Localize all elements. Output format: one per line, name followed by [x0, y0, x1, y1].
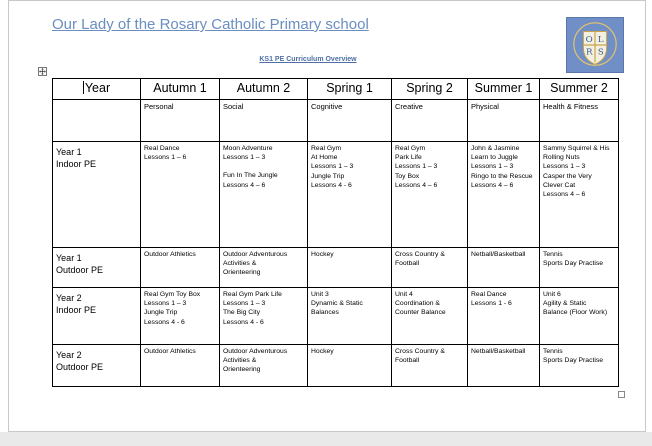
cell-line: Learn to Juggle	[471, 154, 518, 162]
cell-line: Outdoor Athletics	[144, 251, 196, 258]
row-label-line: Year 2	[56, 293, 82, 303]
cell-line: Real Dance	[471, 291, 507, 298]
cell-line: John & Jasmine	[471, 145, 520, 152]
cell-line: Unit 4	[395, 291, 413, 298]
cell-spring-1[interactable]	[308, 288, 392, 345]
row-label-cell[interactable]	[53, 142, 141, 248]
cell-line: Park Life	[395, 154, 422, 162]
cell-spring-1[interactable]	[308, 142, 392, 248]
text-cursor	[83, 81, 84, 94]
cell-autumn-2[interactable]	[220, 288, 308, 345]
cell-line: The Big City	[223, 309, 261, 317]
cell-summer-2[interactable]	[540, 142, 619, 248]
cell-line: Lessons 4 - 6	[311, 181, 352, 189]
cell-autumn-1[interactable]	[141, 142, 220, 248]
crest-letter-o: O	[585, 35, 593, 46]
cell-summer-1[interactable]	[468, 142, 540, 248]
cell-line: Lessons 1 – 3	[395, 163, 438, 171]
cell-line: Real Gym Toy Box	[144, 291, 201, 298]
cell-line: Lessons 4 - 6	[223, 318, 264, 326]
row-label-cell[interactable]	[53, 248, 141, 288]
column-header-autumn-2[interactable]: Autumn 2	[220, 79, 308, 100]
cell-summer-2[interactable]	[540, 288, 619, 345]
cell-line: Balances	[311, 309, 339, 317]
cell-line: Sports Day Practise	[543, 260, 604, 268]
cell-line: Cross Country &	[395, 348, 445, 355]
cell-spring-1[interactable]	[308, 345, 392, 387]
cell-line: Real Dance	[144, 145, 180, 152]
row-label-line: Outdoor PE	[56, 265, 104, 275]
cell-line: Toy Box	[395, 172, 420, 180]
row-label-line: Indoor PE	[56, 305, 97, 315]
column-header-autumn-1[interactable]: Autumn 1	[141, 79, 220, 100]
cell-line: Jungle Trip	[311, 172, 345, 180]
cell-line: Lessons 1 – 6	[144, 154, 187, 162]
table-header-row	[53, 79, 619, 100]
cell-autumn-2[interactable]	[220, 345, 308, 387]
cell-line: Fun In The Jungle	[223, 172, 278, 180]
cell-spring-2[interactable]	[392, 248, 468, 288]
focus-row	[53, 100, 619, 142]
cell-line: Lessons 1 – 3	[471, 163, 514, 171]
cell-line: Football	[395, 357, 420, 365]
cell-line: Hockey	[311, 348, 334, 355]
row-label-line: Outdoor PE	[56, 362, 104, 372]
cell-line: Lessons 4 – 6	[223, 181, 266, 189]
cell-autumn-1[interactable]	[141, 288, 220, 345]
cell-line: Lessons 4 – 6	[395, 181, 438, 189]
crest-letter-r: R	[585, 47, 593, 58]
row-label-line: Year 1	[56, 147, 82, 157]
cell-line: At Home	[311, 154, 338, 162]
column-header-year[interactable]: Year	[53, 79, 141, 100]
focus-social[interactable]: Social	[220, 100, 308, 142]
row-label-line: Year 1	[56, 253, 82, 263]
cell-spring-2[interactable]	[392, 288, 468, 345]
cell-line: Lessons 1 – 3	[311, 163, 354, 171]
column-header-spring-2[interactable]: Spring 2	[392, 79, 468, 100]
workspace-background	[0, 432, 652, 446]
table-resize-handle[interactable]	[618, 391, 625, 398]
cell-line: Netball/Basketball	[471, 348, 526, 355]
cell-line: Outdoor Athletics	[144, 348, 196, 355]
focus-cognitive[interactable]: Cognitive	[308, 100, 392, 142]
cell-summer-2[interactable]	[540, 345, 619, 387]
focus-personal[interactable]: Personal	[141, 100, 220, 142]
curriculum-table	[52, 78, 619, 387]
cell-line: Jungle Trip	[144, 309, 178, 317]
cell-autumn-1[interactable]	[141, 345, 220, 387]
cell-summer-2[interactable]	[540, 248, 619, 288]
cell-blank-line	[223, 162, 304, 171]
crest-letter-l: L	[597, 35, 604, 46]
cell-line: Lessons 4 – 6	[471, 181, 514, 189]
cell-line: Sports Day Practise	[543, 357, 604, 365]
column-header-spring-1[interactable]: Spring 1	[308, 79, 392, 100]
cell-line: Agility & Static	[543, 300, 587, 308]
cell-line: Unit 6	[543, 291, 561, 298]
column-header-summer-1[interactable]: Summer 1	[468, 79, 540, 100]
cell-autumn-2[interactable]	[220, 142, 308, 248]
cell-line: Balance (Floor Work)	[543, 309, 608, 317]
cell-line: Orienteering	[223, 366, 261, 374]
focus-creative[interactable]: Creative	[392, 100, 468, 142]
cell-line: Outdoor Adventurous	[223, 251, 288, 258]
cell-line: Real Gym	[395, 145, 426, 152]
cell-line: Tennis	[543, 251, 563, 258]
cell-line: Hockey	[311, 251, 334, 258]
focus-physical[interactable]: Physical	[468, 100, 540, 142]
cell-line: Lessons 1 – 3	[223, 154, 266, 162]
cell-line: Real Gym	[311, 145, 342, 152]
focus-health-fitness[interactable]: Health & Fitness	[540, 100, 619, 142]
school-name-heading: Our Lady of the Rosary Catholic Primary school	[52, 16, 369, 33]
row-label-line: Indoor PE	[56, 159, 97, 169]
cell-line: Rolling Nuts	[543, 154, 580, 162]
cell-line: Clever Cat	[543, 181, 576, 189]
document-subtitle: KS1 PE Curriculum Overview	[259, 56, 357, 63]
cell-line: Unit 3	[311, 291, 329, 298]
page-border-left	[8, 0, 9, 432]
school-crest-logo	[566, 17, 624, 73]
row-year-1-indoor	[53, 142, 619, 248]
cell-line: Football	[395, 260, 420, 268]
cell-line: Orienteering	[223, 269, 261, 277]
focus-label-cell[interactable]	[53, 100, 141, 142]
row-year-2-outdoor	[53, 345, 619, 387]
column-header-summer-2[interactable]: Summer 2	[540, 79, 619, 100]
cell-line: Sammy Squirrel & His	[543, 145, 610, 152]
cell-line: Outdoor Adventurous	[223, 348, 288, 355]
cell-line: Real Gym Park Life	[223, 291, 282, 298]
cell-line: Moon Adventure	[223, 145, 273, 152]
cell-line: Lessons 1 – 3	[223, 300, 266, 308]
cell-line: Activities &	[223, 357, 257, 365]
table-move-handle-icon[interactable]	[38, 67, 47, 76]
cell-line: Activities &	[223, 260, 257, 268]
cell-line: Counter Balance	[395, 309, 446, 317]
cell-line: Lessons 1 – 3	[144, 300, 187, 308]
row-year-1-outdoor	[53, 248, 619, 288]
cell-autumn-1[interactable]	[141, 248, 220, 288]
cell-line: Tennis	[543, 348, 563, 355]
cell-line: Cross Country &	[395, 251, 445, 258]
cell-autumn-2[interactable]	[220, 248, 308, 288]
cell-spring-1[interactable]	[308, 248, 392, 288]
cell-line: Dynamic & Static	[311, 300, 363, 308]
page-border-right	[645, 0, 646, 432]
cell-spring-2[interactable]	[392, 142, 468, 248]
page-border-top	[8, 0, 646, 1]
cell-line: Lessons 4 – 6	[543, 191, 586, 199]
cell-line: Netball/Basketball	[471, 251, 526, 258]
row-label-cell[interactable]	[53, 345, 141, 387]
cell-line: Lessons 4 - 6	[144, 318, 185, 326]
row-year-2-indoor	[53, 288, 619, 345]
cell-spring-2[interactable]	[392, 345, 468, 387]
cell-summer-1[interactable]	[468, 288, 540, 345]
cell-line: Lessons 1 – 3	[543, 163, 586, 171]
cell-summer-1[interactable]	[468, 248, 540, 288]
crest-letter-s: S	[597, 47, 604, 58]
cell-line: Casper the Very	[543, 172, 592, 180]
row-label-line: Year 2	[56, 350, 82, 360]
cell-line: Ringo to the Rescue	[471, 172, 533, 180]
row-label-cell[interactable]	[53, 288, 141, 345]
cell-line: Lessons 1 - 6	[471, 300, 512, 308]
cell-summer-1[interactable]	[468, 345, 540, 387]
cell-line: Coordination &	[395, 300, 440, 308]
